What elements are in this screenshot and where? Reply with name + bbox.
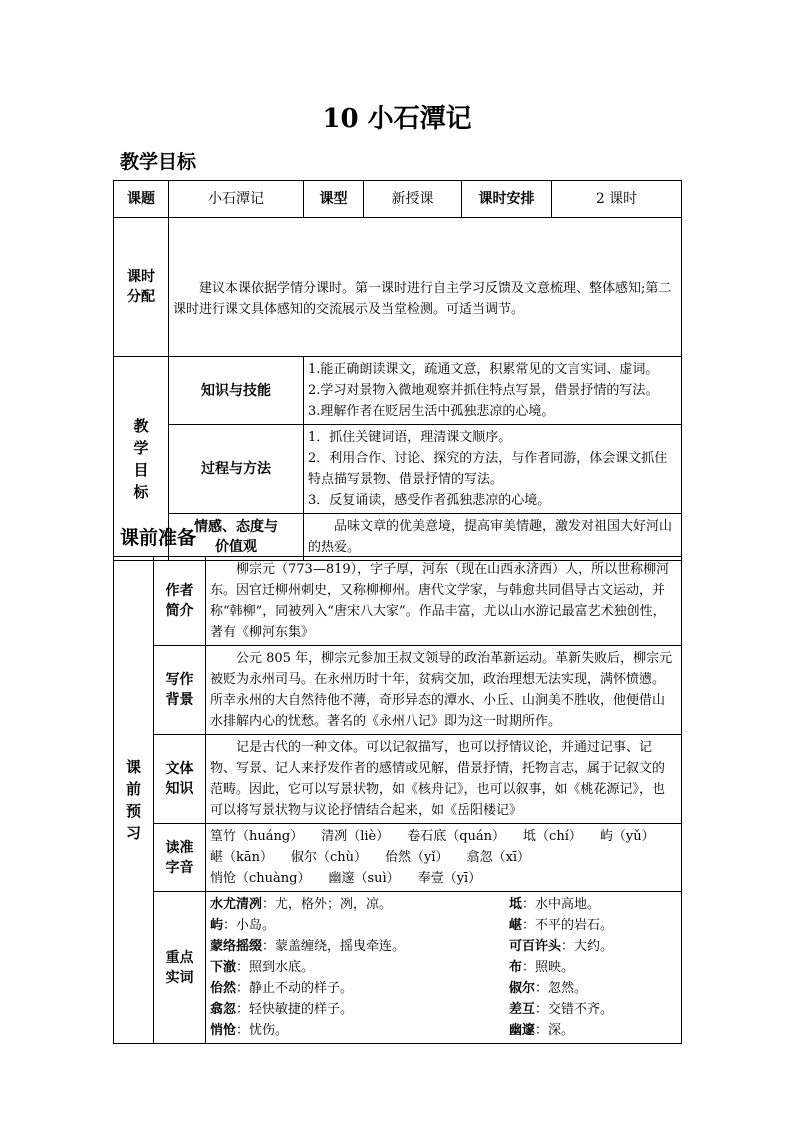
- pronunciation-row: [114, 824, 682, 892]
- objective-emotion-row: [114, 514, 682, 561]
- objectives-label: 教 学 目 标: [114, 357, 169, 561]
- pronunciation-content: [206, 824, 682, 892]
- section-heading-goals: 教学目标: [120, 151, 197, 173]
- vocab-line: 水尤清冽：尤，格外；冽，凉。 坻：水中高地。: [210, 897, 601, 912]
- vocab-line: 翕忽：轻快敏捷的样子。 差互：交错不齐。: [210, 1002, 614, 1017]
- schedule-value: 2 课时: [552, 181, 682, 218]
- author-row: [114, 557, 682, 646]
- allocation-row: [114, 218, 682, 357]
- prep-table: [113, 556, 682, 1044]
- vocab-line: 下澈：照到水底。 布：照映。: [210, 960, 575, 975]
- goals-table: [113, 180, 682, 561]
- author-text: 柳宗元（773—819），字子厚，河东（现在山西永济西）人，所以世称柳河东。因官迁柳州刺史，又称柳柳州。唐代文学家，与韩愈共同倡导古文运动，并称“韩柳”，同被列入“唐宋八大家”。作品丰富，尤以山水游记最富艺术独创性，著有《柳河东集》: [206, 557, 682, 646]
- emotion-content: 品味文章的优美意境，提高审美情趣，激发对祖国大好河山的热爱。: [304, 514, 682, 561]
- allocation-label: 课时 分配: [114, 218, 169, 357]
- background-label: 写作 背景: [154, 646, 206, 735]
- header-row: [114, 181, 682, 218]
- pronunciation-line: 悄怆（chuàng） 幽邃（suì） 奉壹（yī）: [210, 871, 482, 886]
- vocab-line: 蒙络摇缀：蒙盖缠绕，摇曳牵连。 可百许头：大约。: [210, 939, 614, 954]
- knowledge-content: 1.能正确朗读课文，疏通文意，积累常见的文言实词、虚词。 2.学习对景物入微地观察并抓住特点写景，借景抒情的写法。 3.理解作者在贬居生活中孤独悲凉的心境。: [304, 357, 682, 425]
- vocab-label: 重点 实词: [154, 892, 206, 1044]
- background-row: [114, 646, 682, 735]
- pronunciation-line: 嵁（kān） 俶尔（chù） 佁然（yǐ） 翕忽（xī）: [210, 850, 531, 865]
- process-label: 过程与方法: [169, 425, 304, 514]
- objective-process-row: [114, 425, 682, 514]
- objective-knowledge-row: [114, 357, 682, 425]
- type-label: 课型: [304, 181, 364, 218]
- genre-text: 记是古代的一种文体。可以记叙描写，也可以抒情议论，并通过记事、记物、写景、记人来抒发作者的感情或见解，借景抒情，托物言志，属于记叙文的范畴。因此，它可以写景状物，如《核舟记》，也可以叙事，如《桃花源记》，也可以将写景状物与议论抒情结合起来，如《岳阳楼记》: [206, 735, 682, 824]
- process-content: 1．抓住关键词语，理清课文顺序。 2．利用合作、讨论、探究的方法，与作者同游，体会课文抓住特点描写景物、借景抒情的写法。 3．反复诵读，感受作者孤独悲凉的心境。: [304, 425, 682, 514]
- vocab-line: 悄怆：忧伤。 幽邃：深。: [210, 1023, 575, 1038]
- pronunciation-label: 读准 字音: [154, 824, 206, 892]
- page-title: 10 小石潭记: [322, 104, 472, 134]
- vocab-line: 屿：小岛。 嵁：不平的岩石。: [210, 918, 614, 933]
- pronunciation-line: 篁竹（huáng） 清冽（liè） 卷石底（quán） 坻（chí） 屿（yǔ）: [210, 829, 655, 844]
- background-text: 公元 805 年，柳宗元参加王叔文领导的政治革新运动。革新失败后，柳宗元被贬为永州司马。在永州历时十年，贫病交加，政治理想无法实现，满怀愤懑。所幸永州的大自然待他不薄，奇形异态的潭水、小丘、山涧美不胜收，他便借山水排解内心的忧愁。著名的《永州八记》即为这一时期所作。: [206, 646, 682, 735]
- topic-value: 小石潭记: [169, 181, 304, 218]
- knowledge-label: 知识与技能: [169, 357, 304, 425]
- allocation-text: 建议本课依据学情分课时。第一课时进行自主学习反馈及文意梳理、整体感知;第二课时进行课文具体感知的交流展示及当堂检测。可适当调节。: [169, 218, 682, 357]
- section-heading-prep: 课前准备: [120, 527, 197, 549]
- topic-label: 课题: [114, 181, 169, 218]
- vocab-row: [114, 892, 682, 1044]
- preview-label: 课 前 预 习: [114, 557, 154, 1044]
- vocab-line: 佁然：静止不动的样子。 俶尔：忽然。: [210, 981, 588, 996]
- genre-label: 文体 知识: [154, 735, 206, 824]
- author-label: 作者 简介: [154, 557, 206, 646]
- genre-row: [114, 735, 682, 824]
- vocab-content: [206, 892, 682, 1044]
- type-value: 新授课: [364, 181, 462, 218]
- emotion-label: 情感、态度与 价值观: [169, 514, 304, 561]
- schedule-label: 课时安排: [462, 181, 552, 218]
